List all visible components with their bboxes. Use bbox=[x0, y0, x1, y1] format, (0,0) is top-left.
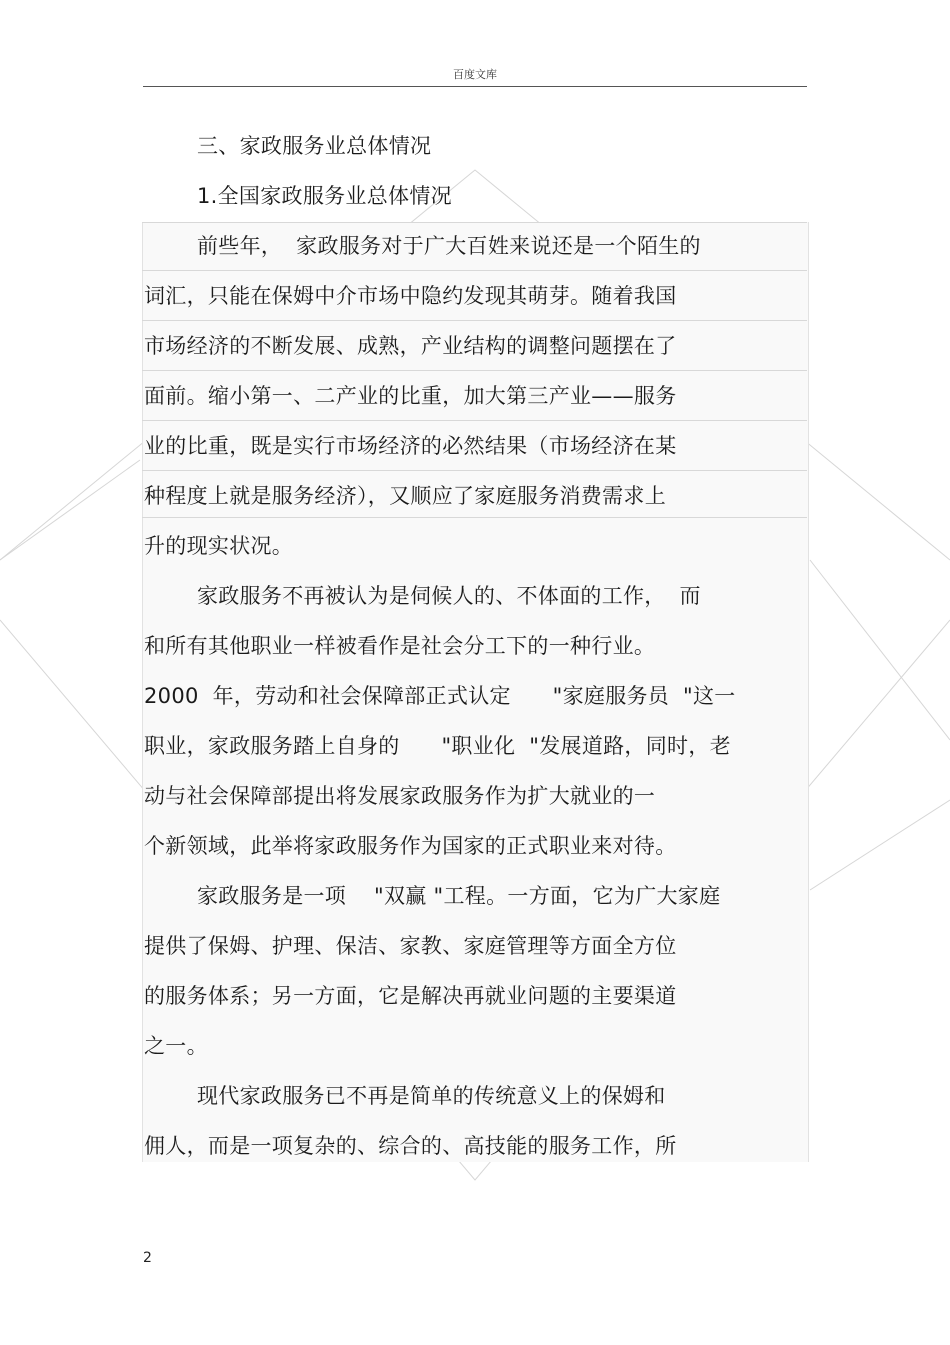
paragraph-line: 现代家政服务已不再是简单的传统意义上的保姆和 bbox=[197, 1084, 666, 1108]
row-divider bbox=[142, 517, 807, 518]
row-divider bbox=[142, 420, 807, 421]
paragraph-line: 种程度上就是服务经济），又顺应了家庭服务消费需求上 bbox=[144, 484, 666, 508]
paragraph-line: 面前。缩小第一、二产业的比重，加大第三产业——服务 bbox=[144, 384, 677, 408]
row-divider bbox=[142, 270, 807, 271]
paragraph-line: 家政服务不再被认为是伺候人的、不体面的工作， 而 bbox=[197, 584, 701, 608]
header-rule bbox=[143, 86, 807, 87]
paragraph-line: 个新领域，此举将家政服务作为国家的正式职业来对待。 bbox=[144, 834, 677, 858]
paragraph-line: 提供了保姆、护理、保洁、家教、家庭管理等方面全方位 bbox=[144, 934, 677, 958]
paragraph-line: 前些年， 家政服务对于广大百姓来说还是一个陌生的 bbox=[197, 234, 701, 258]
row-divider bbox=[142, 370, 807, 371]
paragraph-line: 词汇，只能在保姆中介市场中隐约发现其萌芽。随着我国 bbox=[144, 284, 677, 308]
paragraph-line: 佣人，而是一项复杂的、综合的、高技能的服务工作，所 bbox=[144, 1134, 677, 1158]
document-header: 百度文库 bbox=[453, 68, 497, 81]
paragraph-line: 升的现实状况。 bbox=[144, 534, 294, 558]
subsection-heading: 1.全国家政服务业总体情况 bbox=[197, 184, 452, 208]
paragraph-line: 市场经济的不断发展、成熟，产业结构的调整问题摆在了 bbox=[144, 334, 677, 358]
section-heading: 三、家政服务业总体情况 bbox=[197, 134, 432, 158]
paragraph-line: 2000 年，劳动和社会保障部正式认定 "家庭服务员 "这一 bbox=[144, 684, 736, 708]
row-divider bbox=[142, 320, 807, 321]
paragraph-line: 职业，家政服务踏上自身的 "职业化 "发展道路，同时，老 bbox=[144, 734, 731, 758]
paragraph-line: 家政服务是一项 "双赢 "工程。一方面，它为广大家庭 bbox=[197, 884, 721, 908]
paragraph-line: 和所有其他职业一样被看作是社会分工下的一种行业。 bbox=[144, 634, 656, 658]
paragraph-line: 业的比重，既是实行市场经济的必然结果（市场经济在某 bbox=[144, 434, 677, 458]
page-number: 2 bbox=[143, 1250, 152, 1266]
paragraph-line: 动与社会保障部提出将发展家政服务作为扩大就业的一 bbox=[144, 784, 656, 808]
row-divider bbox=[142, 470, 807, 471]
paragraph-line: 之一。 bbox=[144, 1034, 208, 1058]
paragraph-line: 的服务体系；另一方面，它是解决再就业问题的主要渠道 bbox=[144, 984, 677, 1008]
row-divider bbox=[142, 222, 807, 223]
